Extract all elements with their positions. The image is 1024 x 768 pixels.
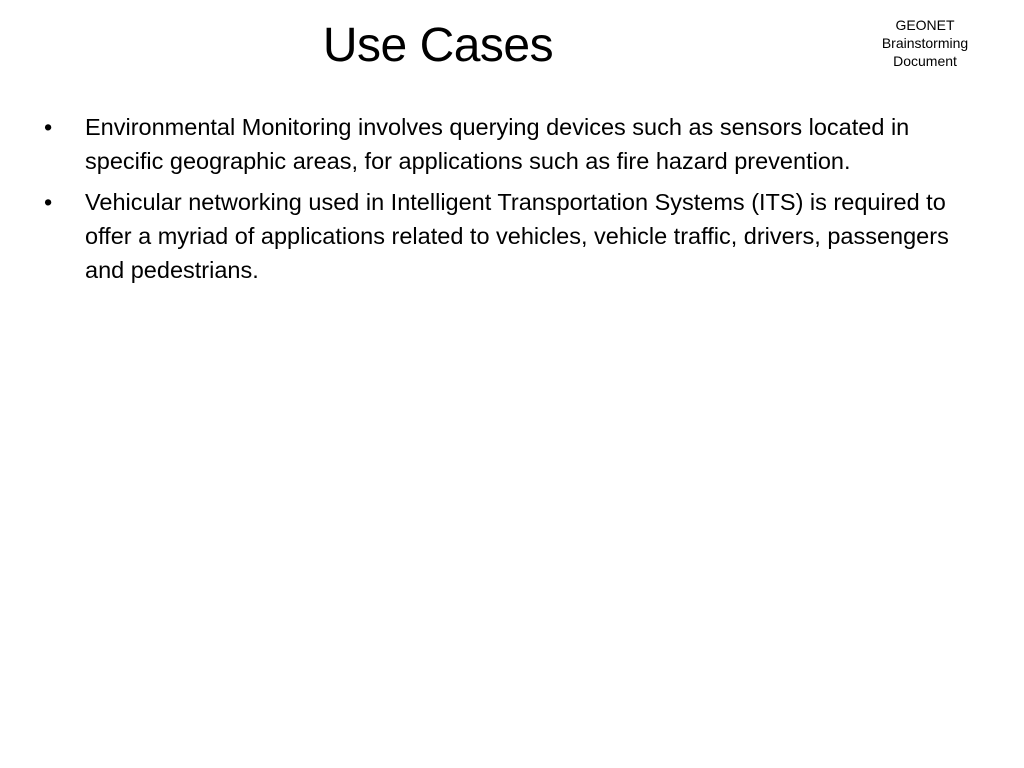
document-label-line: Document [893,53,957,69]
bullet-item [44,110,984,178]
slide-title: Use Cases [322,19,554,72]
document-label-line: Brainstorming [881,35,969,51]
document-label [860,16,990,70]
bullet-list [44,110,984,294]
bullet-text: Environmental Monitoring involves querying devices such as sensors located in specific geographic areas, for applications such as fire hazard prevention. [85,114,910,174]
bullet-icon: • [44,189,53,215]
document-label-line: GEONET [895,17,955,33]
bullet-text: Vehicular networking used in Intelligent Transportation Systems (ITS) is required to offer a myriad of applications related to vehicles, vehicle traffic, drivers, passengers and pedestrians. [85,189,949,283]
bullet-icon: • [44,114,53,140]
bullet-item [44,185,984,287]
